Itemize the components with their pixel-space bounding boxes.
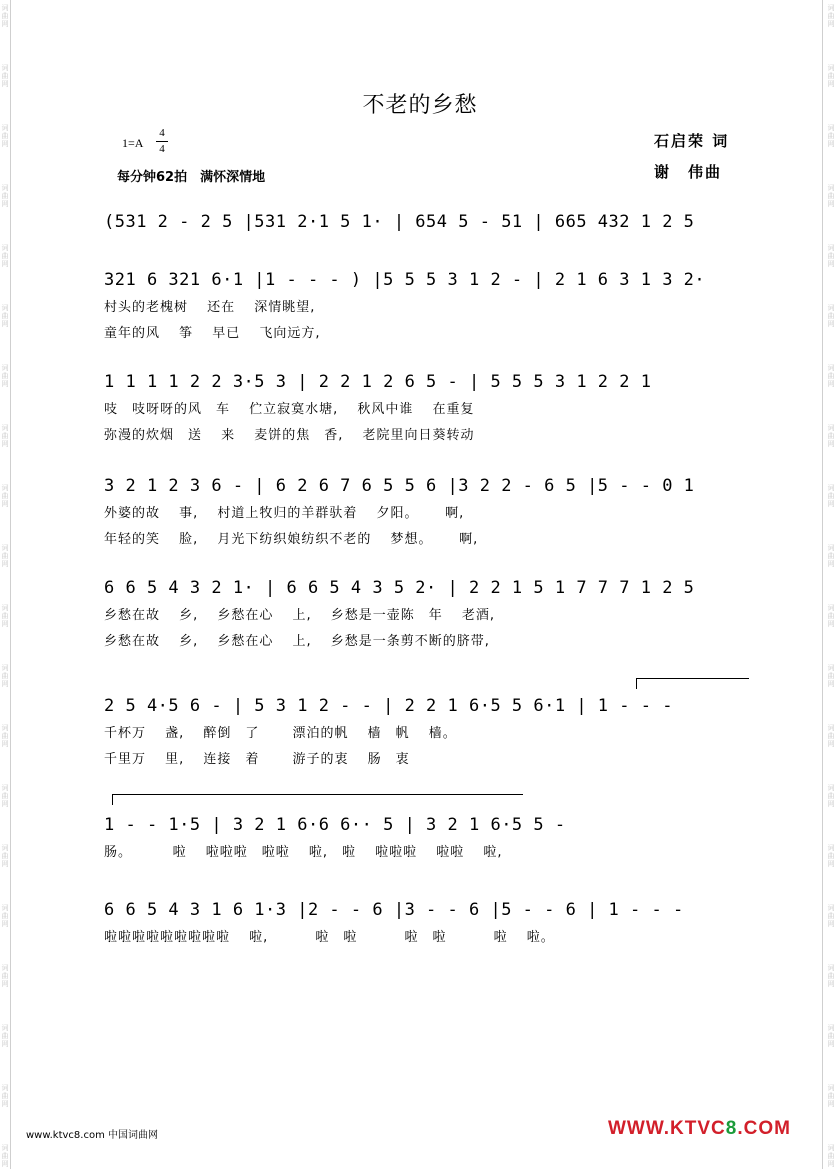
watermark-char: 网 <box>827 560 835 568</box>
watermark-char: 词 <box>1 1144 9 1152</box>
watermark-char: 词 <box>1 544 9 552</box>
watermark-char: 词 <box>827 1144 835 1152</box>
watermark-glyphs <box>0 1084 10 1108</box>
watermark-char: 网 <box>827 1100 835 1108</box>
watermark-char: 曲 <box>827 732 835 740</box>
watermark-char: 网 <box>1 920 9 928</box>
watermark-char: 词 <box>1 1024 9 1032</box>
watermark-char: 曲 <box>1 792 9 800</box>
watermark-glyphs <box>826 424 836 448</box>
watermark-glyphs <box>0 724 10 748</box>
tempo-marking: 每分钟62拍 满怀深情地 <box>117 170 266 185</box>
watermark-char: 网 <box>827 320 835 328</box>
watermark-char: 词 <box>827 484 835 492</box>
watermark-char: 曲 <box>1 432 9 440</box>
notation-row: 1 1 1 1 2 2 3·5 3 | 2 2 1 2 6 5 - | 5 5 5 3 1 2 2 1 <box>104 372 652 392</box>
watermark-char: 网 <box>827 740 835 748</box>
watermark-char: 曲 <box>1 852 9 860</box>
watermark-char: 曲 <box>1 12 9 20</box>
watermark-glyphs <box>0 604 10 628</box>
watermark-char: 曲 <box>827 792 835 800</box>
watermark-char: 曲 <box>827 1092 835 1100</box>
watermark-char: 词 <box>827 604 835 612</box>
watermark-char: 词 <box>827 4 835 12</box>
volta-bracket <box>636 678 749 689</box>
watermark-char: 网 <box>827 920 835 928</box>
watermark-glyphs <box>826 364 836 388</box>
watermark-char: 词 <box>827 904 835 912</box>
lyric-row: 年轻的笑 脸, 月光下纺织娘纺织不老的 梦想。 啊, <box>104 532 479 547</box>
lyricist-credit: 石启荣 词 <box>654 132 730 150</box>
watermark-char: 曲 <box>1 612 9 620</box>
watermark-char: 曲 <box>1 192 9 200</box>
notation-row: 3 2 1 2 3 6 - | 6 2 6 7 6 5 5 6 |3 2 2 - 6 5 |5 - - 0 1 <box>104 476 695 496</box>
watermark-char: 网 <box>1 260 9 268</box>
watermark-char: 词 <box>827 64 835 72</box>
watermark-char: 词 <box>1 124 9 132</box>
watermark-glyphs <box>826 664 836 688</box>
watermark-char: 网 <box>827 620 835 628</box>
watermark-char: 曲 <box>1 972 9 980</box>
watermark-glyphs <box>826 484 836 508</box>
watermark-glyphs <box>0 484 10 508</box>
watermark-char: 网 <box>827 440 835 448</box>
volta-bracket <box>112 794 523 805</box>
lyric-row: 啦啦啦啦啦啦啦啦啦 啦, 啦 啦 啦 啦 啦 啦。 <box>104 930 555 945</box>
watermark-char: 曲 <box>827 312 835 320</box>
watermark-char: 网 <box>1 320 9 328</box>
watermark-char: 网 <box>1 380 9 388</box>
watermark-char: 词 <box>1 484 9 492</box>
watermark-char: 词 <box>827 124 835 132</box>
watermark-char: 词 <box>827 784 835 792</box>
logo-part-a: WWW.KTVC <box>608 1118 726 1139</box>
watermark-char: 曲 <box>1 252 9 260</box>
watermark-char: 词 <box>1 424 9 432</box>
watermark-glyphs <box>0 904 10 928</box>
notation-row: 2 5 4·5 6 - | 5 3 1 2 - - | 2 2 1 6·5 5 6·1 | 1 - - - <box>104 696 673 716</box>
notation-row: (531 2 - 2 5 |531 2·1 5 1· | 654 5 - 51 | 665 432 1 2 5 <box>104 212 695 232</box>
watermark-char: 词 <box>1 724 9 732</box>
watermark-char: 网 <box>827 680 835 688</box>
watermark-char: 网 <box>1 500 9 508</box>
watermark-char: 曲 <box>827 12 835 20</box>
time-signature <box>156 127 168 156</box>
watermark-glyphs <box>826 304 836 328</box>
watermark-char: 曲 <box>827 132 835 140</box>
watermark-char: 曲 <box>827 1152 835 1160</box>
watermark-glyphs <box>0 544 10 568</box>
logo-part-b: 8 <box>725 1118 738 1139</box>
watermark-char: 网 <box>827 20 835 28</box>
watermark-char: 词 <box>1 4 9 12</box>
watermark-char: 曲 <box>827 432 835 440</box>
watermark-glyphs <box>826 1144 836 1168</box>
watermark-char: 曲 <box>1 372 9 380</box>
watermark-glyphs <box>826 604 836 628</box>
watermark-char: 曲 <box>1 312 9 320</box>
watermark-glyphs <box>826 544 836 568</box>
key-signature: 1=A <box>122 136 144 150</box>
watermark-char: 词 <box>1 64 9 72</box>
watermark-char: 曲 <box>827 852 835 860</box>
watermark-char: 曲 <box>827 1032 835 1040</box>
watermark-glyphs <box>0 1024 10 1048</box>
watermark-char: 网 <box>1 20 9 28</box>
watermark-glyphs <box>0 184 10 208</box>
watermark-char: 曲 <box>827 72 835 80</box>
watermark-char: 网 <box>1 80 9 88</box>
watermark-char: 词 <box>827 184 835 192</box>
lyric-row: 乡愁在故 乡, 乡愁在心 上, 乡愁是一条剪不断的脐带, <box>104 634 490 649</box>
right-border <box>822 0 823 1169</box>
notation-row: 6 6 5 4 3 1 6 1·3 |2 - - 6 |3 - - 6 |5 - - 6 | 1 - - - <box>104 900 684 920</box>
lyric-row: 肠。 啦 啦啦啦 啦啦 啦, 啦 啦啦啦 啦啦 啦, <box>104 845 503 860</box>
meter-numerator: 4 <box>159 127 165 139</box>
watermark-glyphs <box>0 4 10 28</box>
watermark-glyphs <box>826 4 836 28</box>
watermark-char: 词 <box>827 364 835 372</box>
watermark-char: 曲 <box>827 192 835 200</box>
meter-denominator: 4 <box>159 143 165 155</box>
watermark-glyphs <box>0 304 10 328</box>
lyric-row: 童年的风 筝 早已 飞向远方, <box>104 326 321 341</box>
watermark-glyphs <box>826 124 836 148</box>
watermark-glyphs <box>826 904 836 928</box>
watermark-glyphs <box>0 664 10 688</box>
watermark-char: 网 <box>1 440 9 448</box>
watermark-glyphs <box>0 64 10 88</box>
watermark-char: 词 <box>1 184 9 192</box>
watermark-glyphs <box>0 424 10 448</box>
watermark-char: 网 <box>827 140 835 148</box>
watermark-char: 网 <box>1 800 9 808</box>
watermark-char: 词 <box>1 364 9 372</box>
watermark-char: 词 <box>827 304 835 312</box>
watermark-char: 曲 <box>1 912 9 920</box>
watermark-glyphs <box>0 844 10 868</box>
watermark-char: 曲 <box>827 372 835 380</box>
watermark-char: 网 <box>1 1040 9 1048</box>
notation-row: 321 6 321 6·1 |1 - - - ) |5 5 5 3 1 2 - | 2 1 6 3 1 3 2· <box>104 270 706 290</box>
watermark-glyphs <box>0 964 10 988</box>
lyric-row: 千杯万 盏, 醉倒 了 漂泊的帆 樯 帆 樯。 <box>104 726 457 741</box>
watermark-char: 曲 <box>827 252 835 260</box>
watermark-glyphs <box>826 184 836 208</box>
watermark-glyphs <box>0 364 10 388</box>
lyric-row: 外婆的故 事, 村道上牧归的羊群驮着 夕阳。 啊, <box>104 506 465 521</box>
watermark-char: 曲 <box>827 492 835 500</box>
watermark-char: 网 <box>827 80 835 88</box>
watermark-char: 词 <box>827 424 835 432</box>
composer-credit: 谢 伟曲 <box>654 163 723 181</box>
lyric-row: 乡愁在故 乡, 乡愁在心 上, 乡愁是一壶陈 年 老酒, <box>104 608 496 623</box>
watermark-char: 词 <box>1 904 9 912</box>
watermark-char: 词 <box>1 1084 9 1092</box>
watermark-char: 曲 <box>1 492 9 500</box>
watermark-char: 网 <box>827 860 835 868</box>
watermark-char: 网 <box>1 980 9 988</box>
lyric-row: 村头的老槐树 还在 深情眺望, <box>104 300 316 315</box>
watermark-char: 网 <box>1 1100 9 1108</box>
watermark-char: 网 <box>1 200 9 208</box>
lyric-row: 千里万 里, 连接 着 游子的衷 肠 衷 <box>104 752 410 767</box>
watermark-char: 曲 <box>827 552 835 560</box>
watermark-char: 网 <box>1 560 9 568</box>
watermark-char: 网 <box>827 980 835 988</box>
watermark-char: 曲 <box>1 72 9 80</box>
watermark-char: 曲 <box>1 132 9 140</box>
footer-logo[interactable] <box>608 1118 791 1140</box>
watermark-char: 曲 <box>1 1152 9 1160</box>
watermark-glyphs <box>0 124 10 148</box>
watermark-glyphs <box>826 964 836 988</box>
watermark-char: 网 <box>1 740 9 748</box>
watermark-char: 词 <box>827 544 835 552</box>
watermark-char: 网 <box>827 260 835 268</box>
watermark-char: 网 <box>827 200 835 208</box>
footer-site-text[interactable]: www.ktvc8.com 中国词曲网 <box>26 1130 159 1141</box>
watermark-char: 网 <box>1 860 9 868</box>
watermark-char: 词 <box>827 724 835 732</box>
watermark-glyphs <box>826 64 836 88</box>
watermark-char: 曲 <box>827 672 835 680</box>
watermark-char: 网 <box>827 800 835 808</box>
watermark-char: 网 <box>827 1040 835 1048</box>
watermark-char: 网 <box>827 500 835 508</box>
watermark-char: 曲 <box>827 612 835 620</box>
watermark-glyphs <box>0 244 10 268</box>
watermark-char: 曲 <box>1 1092 9 1100</box>
watermark-char: 网 <box>1 1160 9 1168</box>
lyric-row: 弥漫的炊烟 送 来 麦饼的焦 香, 老院里向日葵转动 <box>104 428 475 443</box>
watermark-char: 词 <box>827 664 835 672</box>
logo-part-c: .COM <box>737 1118 791 1139</box>
watermark-glyphs <box>826 724 836 748</box>
watermark-char: 词 <box>1 664 9 672</box>
watermark-glyphs <box>826 844 836 868</box>
watermark-char: 网 <box>1 680 9 688</box>
watermark-glyphs <box>826 1024 836 1048</box>
watermark-char: 词 <box>827 964 835 972</box>
lyric-row: 吱 吱呀呀的风 车 伫立寂寞水塘, 秋风中谁 在重复 <box>104 402 475 417</box>
notation-row: 6 6 5 4 3 2 1· | 6 6 5 4 3 5 2· | 2 2 1 5 1 7 7 7 1 2 5 <box>104 578 695 598</box>
left-border <box>10 0 11 1169</box>
watermark-char: 曲 <box>1 1032 9 1040</box>
watermark-char: 曲 <box>1 552 9 560</box>
watermark-char: 词 <box>1 244 9 252</box>
watermark-char: 词 <box>827 844 835 852</box>
watermark-char: 词 <box>827 1084 835 1092</box>
watermark-char: 词 <box>1 784 9 792</box>
watermark-char: 网 <box>827 1160 835 1168</box>
watermark-char: 网 <box>1 620 9 628</box>
watermark-glyphs <box>0 1144 10 1168</box>
notation-row: 1 - - 1·5 | 3 2 1 6·6 6·· 5 | 3 2 1 6·5 5 - <box>104 815 566 835</box>
watermark-char: 网 <box>1 140 9 148</box>
watermark-glyphs <box>826 244 836 268</box>
watermark-glyphs <box>826 1084 836 1108</box>
watermark-char: 词 <box>1 304 9 312</box>
watermark-char: 曲 <box>827 972 835 980</box>
watermark-char: 曲 <box>1 732 9 740</box>
watermark-char: 词 <box>827 1024 835 1032</box>
watermark-char: 词 <box>1 964 9 972</box>
watermark-char: 曲 <box>1 672 9 680</box>
watermark-char: 词 <box>827 244 835 252</box>
watermark-char: 曲 <box>827 912 835 920</box>
song-title: 不老的乡愁 <box>362 93 478 118</box>
watermark-char: 词 <box>1 604 9 612</box>
watermark-char: 词 <box>1 844 9 852</box>
watermark-glyphs <box>0 784 10 808</box>
watermark-glyphs <box>826 784 836 808</box>
watermark-char: 网 <box>827 380 835 388</box>
